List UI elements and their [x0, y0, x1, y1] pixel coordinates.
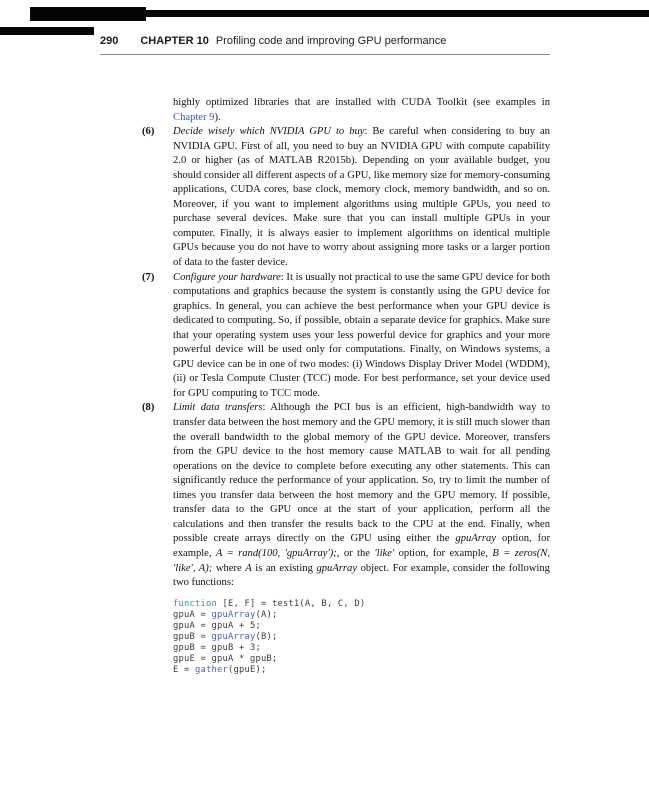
code-line: gpuA = gpuArray(A); [173, 609, 278, 620]
item-number: (7) [142, 271, 155, 283]
page-number: 290 [100, 35, 119, 47]
scan-artifact-line-top [146, 10, 649, 17]
item-text: Limit data transfers: Although the PCI bus is an efficient, high-bandwidth way to transfer data between the host memory and the GPU memory, it is still much slower than the overall bandwidth to the global memory of the GPU device. Moreover, transfers from the GPU device to the host memory cause MATLAB to wait for all pending operations on the device to complete before executing any other statements. This can significantly reduce the performance of your application. So, try to limit the number of times you transfer data between the host memory and the GPU memory. If possible, transfer data to the GPU once at the start of your application, perform all the calculations and then transfer the results back to the CPU at the end. Finally, when possible create arrays directly on the GPU using either the gpuArray option, for example, A = rand(100, 'gpuArray');, or the 'like' option, for example, B = zeros(N, 'like', A); where A is an existing gpuArray object. For example, consider the following two functions: [173, 402, 551, 589]
scan-artifact-bar-left [0, 27, 94, 35]
code-line: function [E, F] = test1(A, B, C, D) [173, 598, 366, 609]
code-line: gpuA = gpuA + 5; [173, 620, 261, 631]
item-number: (6) [142, 126, 155, 138]
item-number: (8) [142, 402, 155, 414]
list-item-7 [142, 271, 550, 402]
list-item-6 [142, 125, 550, 270]
continuation-paragraph: highly optimized libraries that are installed with CUDA Toolkit (see examples in Chapter 9). [173, 97, 550, 123]
code-line: gpuE = gpuA * gpuB; [173, 653, 278, 664]
page-header [100, 35, 550, 47]
chapter-title: Profiling code and improving GPU performance [215, 35, 447, 47]
header-rule [100, 54, 550, 55]
numbered-list [142, 125, 551, 591]
chapter-9-link[interactable]: Chapter 9 [173, 111, 215, 123]
code-line: gpuB = gpuArray(B); [173, 631, 278, 642]
scan-artifact-bar-top [30, 7, 146, 21]
chapter-label: CHAPTER 10 [140, 35, 209, 47]
code-line: gpuB = gpuB + 3; [173, 642, 261, 653]
list-item-8 [142, 401, 551, 590]
item-text: Decide wisely which NVIDIA GPU to buy: Be careful when considering to buy an NVIDIA GPU. First of all, you need to buy an NVIDIA GPU with compute capability 2.0 or higher (as of MATLAB R2015b). Depending on your available budget, you should consider all different aspects of a GPU, like memory size for memory-consuming applications, CUDA cores, base clock, memory clock, memory bandwidth, and so on. Moreover, if you want to implement algorithms using multiple GPUs, you need to purchase several devices. Make sure that you can install multiple GPUs in your computer. Finally, it is always easier to implement algorithms on identical multiple GPUs because you do not have to worry about assigning more tasks or a larger portion of data to the faster device. [173, 126, 550, 269]
page-body [142, 96, 551, 676]
code-block [173, 599, 550, 676]
item-text: Configure your hardware: It is usually not practical to use the same GPU device for both computations and graphics because the system is constantly using the GPU device for graphics. In general, you can achieve the best performance when your GPU device is dedicated to computing. So, if possible, obtain a separate device for graphics. Make sure that your operating system uses your less powerful device for graphics and your more powerful device will be used only for computations. Finally, on Windows systems, a GPU device can be in one of two modes: (i) Windows Display Driver Model (WDDM), (ii) or Tesla Compute Cluster (TCC) mode. For best performance, set your device used for GPU computing to TCC mode. [173, 271, 550, 399]
code-line: E = gather(gpuE); [173, 664, 267, 675]
